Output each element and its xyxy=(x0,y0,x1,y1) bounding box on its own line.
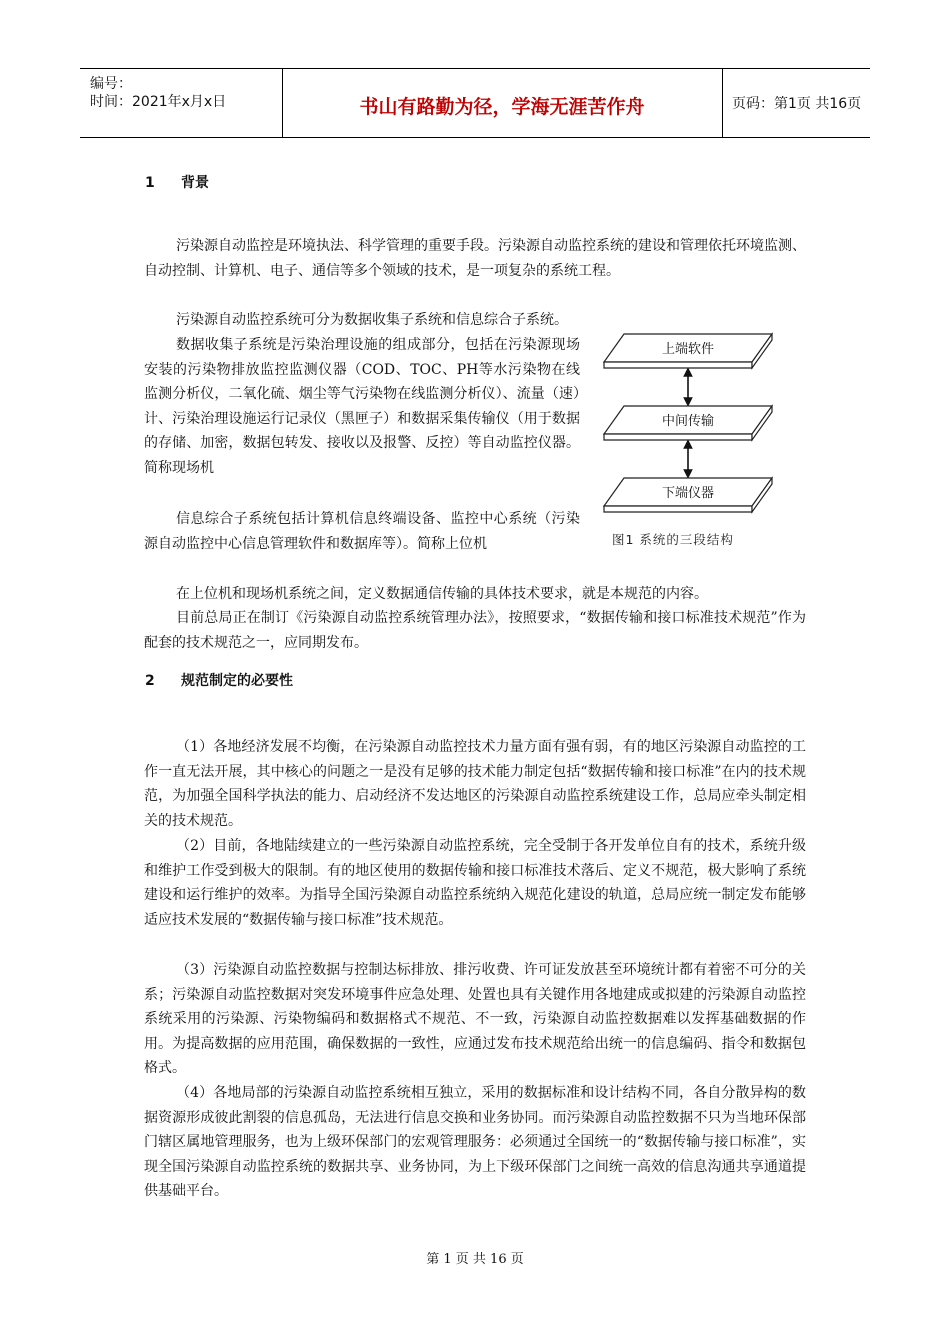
section-title: 规范制定的必要性 xyxy=(181,673,293,689)
section-number: 2 xyxy=(145,673,155,689)
header-info-cell xyxy=(80,69,283,137)
three-tier-diagram xyxy=(590,330,800,530)
layer-middle-transmission xyxy=(604,406,772,440)
paragraph: 污染源自动监控系统可分为数据收集子系统和信息综合子系统。 xyxy=(176,312,568,328)
page-label: 页码：第1页 共16页 xyxy=(732,96,862,112)
paragraph: （3）污染源自动监控数据与控制达标排放、排污收费、许可证发放甚至环境统计都有着密不可分的关系；污染源自动监控数据对突发环境事件应急处理、处置也具有关键作用各地建成或拟建的污染源自动监控系统采用的污染源、污染物编码和数据格式不规范、不一致，污染源自动监控数据难以发挥基础数据的作用。为提高数据的应用范围，确保数据的一致性，应通过发布技术规范给出统一的信息编码、指令和数据包格式。 xyxy=(144,962,806,1077)
paragraph: （2）目前，各地陆续建立的一些污染源自动监控系统，完全受制于各开发单位自有的技术，系统升级和维护工作受到极大的限制。有的地区使用的数据传输和接口标准技术落后、定义不规范，极大影响了系统建设和运行维护的效率。为指导全国污染源自动监控系统纳入规范化建设的轨道，总局应统一制定发布能够适应技术发展的“数据传输与接口标准”技术规范。 xyxy=(144,838,806,928)
paragraph: 目前总局正在制订《污染源自动监控系统管理办法》，按照要求，“数据传输和接口标准技术规范”作为配套的技术规范之一，应同期发布。 xyxy=(144,610,806,651)
layer-bottom-instrument xyxy=(604,478,772,512)
paragraph: （4）各地局部的污染源自动监控系统相互独立，采用的数据标准和设计结构不同，各自分散异构的数据资源形成彼此割裂的信息孤岛，无法进行信息交换和业务协同。而污染源自动监控数据不只为当地环保部门辖区属地管理服务，也为上级环保部门的宏观管理服务：必须通过全国统一的“数据传输与接口标准”，实现全国污染源自动监控系统的数据共享、业务协同，为上下级环保部门之间统一高效的信息沟通共享通道提供基础平台。 xyxy=(144,1085,806,1200)
figure-three-tier-structure xyxy=(590,330,800,558)
paragraph: （1）各地经济发展不均衡，在污染源自动监控技术力量方面有强有弱，有的地区污染源自动监控的工作一直无法开展，其中核心的问题之一是没有足够的技术能力制定包括“数据传输和接口标准”在内的技术规范，为加强全国科学执法的能力、启动经济不发达地区的污染源自动监控系统建设工作，总局应牵头制定相关的技术规范。 xyxy=(144,739,806,829)
layer-top-software xyxy=(604,334,772,368)
section-2-heading xyxy=(145,670,293,690)
section-title: 背景 xyxy=(181,175,209,191)
figure-caption: 图1 系统的三段结构 xyxy=(612,532,734,547)
header-motto-cell xyxy=(282,69,723,137)
date-label: 时间：2021年x月x日 xyxy=(90,94,227,110)
header-page-cell xyxy=(722,69,870,137)
layer-label: 中间传输 xyxy=(661,414,715,429)
page-footer: 第 1 页 共 16 页 xyxy=(426,1252,524,1267)
paragraph: 信息综合子系统包括计算机信息终端设备、监控中心系统（污染源自动监控中心信息管理软件和数据库等）。简称上位机 xyxy=(144,511,580,552)
serial-label: 编号： xyxy=(90,76,132,92)
paragraph: 在上位机和现场机系统之间，定义数据通信传输的具体技术要求，就是本规范的内容。 xyxy=(176,586,708,602)
paragraph: 数据收集子系统是污染治理设施的组成部分，包括在污染源现场安装的污染物排放监控监测仪器（COD、TOC、PH等水污染物在线监测分析仪，二氧化硫、烟尘等气污染物在线监测分析仪）、流量（速）计、污染治理设施运行记录仪（黑匣子）和数据采集传输仪（用于数据的存储、加密，数据包转发、接收以及报警、反控）等自动监控仪器。简称现场机 xyxy=(144,337,580,476)
paragraph: 污染源自动监控是环境执法、科学管理的重要手段。污染源自动监控系统的建设和管理依托环境监测、自动控制、计算机、电子、通信等多个领域的技术，是一项复杂的系统工程。 xyxy=(144,238,806,279)
page-header xyxy=(80,68,870,138)
section-1-heading xyxy=(145,172,209,192)
section-number: 1 xyxy=(145,175,155,191)
layer-label: 上端软件 xyxy=(661,342,715,357)
layer-label: 下端仪器 xyxy=(661,486,715,501)
motto: 书山有路勤为径，学海无涯苦作舟 xyxy=(359,96,645,118)
